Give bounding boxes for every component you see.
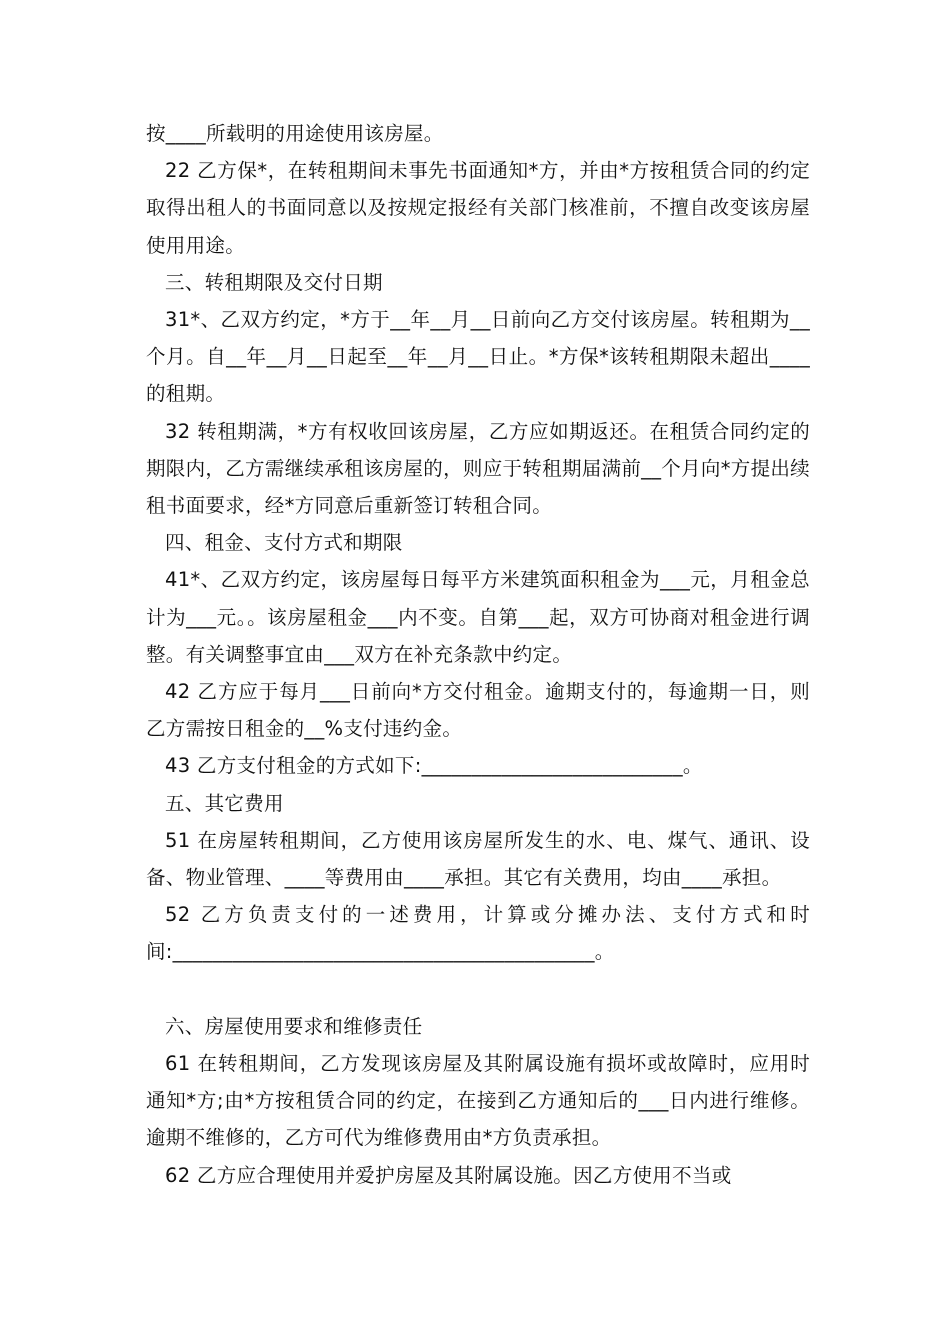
clause-4-2: 42 乙方应于每月___日前向*方交付租金。逾期支付的，每逾期一日，则乙方需按日租金的__%支付违约金。 [146, 680, 810, 741]
clause-5-2: 52 乙方负责支付的一述费用，计算或分摊办法、支付方式和时间:__________________________________________。 [146, 903, 810, 964]
clause-5-1: 51 在房屋转租期间，乙方使用该房屋所发生的水、电、煤气、通讯、设备、物业管理、____等费用由____承担。其它有关费用，均由____承担。 [146, 828, 810, 890]
clause-3-2: 32 转租期满，*方有权收回该房屋，乙方应如期返还。在租赁合同约定的期限内，乙方需继续承租该房屋的，则应于转租期届满前__个月向*方提出续租书面要求，经*方同意后重新签订转租合同。 [146, 419, 810, 518]
clause-3-1: 31*、乙双方约定，*方于__年__月__日前向乙方交付该房屋。转租期为__个月。自__年__月__日起至__年__月__日止。*方保*该转租期限未超出____的租期。 [146, 308, 810, 406]
section-heading-3: 三、转租期限及交付日期 [165, 270, 383, 294]
clause-4-3: 43 乙方支付租金的方式如下:__________________________。 [165, 754, 703, 778]
clause-6-1: 61 在转租期间，乙方发现该房屋及其附属设施有损坏或故障时，应用时通知*方;由*方按租赁合同的约定，在接到乙方通知后的___日内进行维修。逾期不维修的，乙方可代为维修费用由*方负责承担。 [146, 1052, 810, 1150]
section-heading-6: 六、房屋使用要求和维修责任 [165, 1014, 423, 1038]
section-heading-5: 五、其它费用 [165, 791, 284, 815]
blank-line [146, 971, 810, 1008]
section-heading-4: 四、租金、支付方式和期限 [165, 531, 403, 555]
paragraph-usage-continued: 按____所载明的用途使用该房屋。 [146, 122, 444, 145]
clause-6-2: 62 乙方应合理使用并爱护房屋及其附属设施。因乙方使用不当或 [165, 1163, 732, 1187]
document-body [146, 115, 810, 1194]
clause-2-2: 22 乙方保*，在转租期间未事先书面通知*方，并由*方按租赁合同的约定取得出租人的书面同意以及按规定报经有关部门核准前，不擅自改变该房屋使用用途。 [146, 159, 810, 257]
clause-4-1: 41*、乙双方约定，该房屋每日每平方米建筑面积租金为___元，月租金总计为___元。。该房屋租金___内不变。自第___起，双方可协商对租金进行调整。有关调整事宜由___双方在补充条款中约定。 [146, 568, 810, 666]
